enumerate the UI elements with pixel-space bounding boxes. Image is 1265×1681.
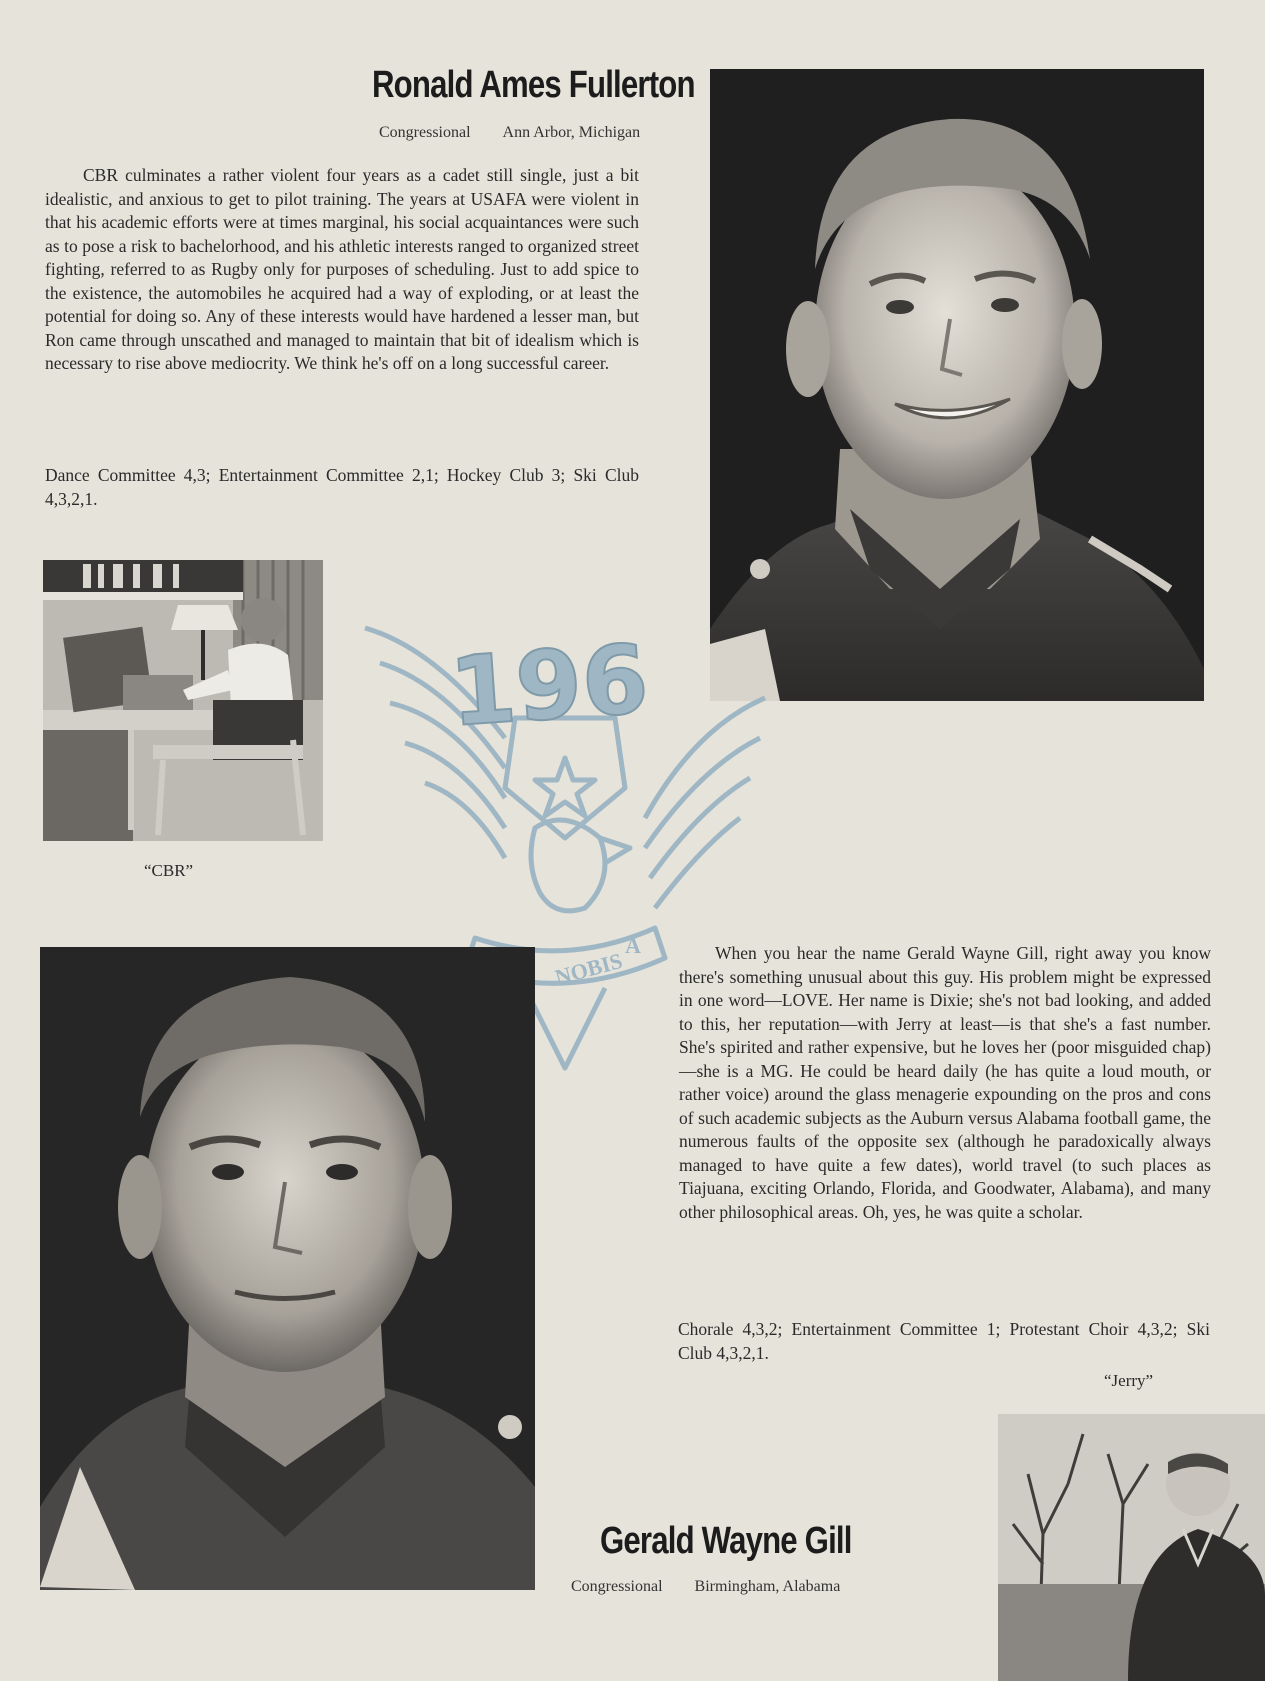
person2-candid-photo xyxy=(998,1414,1265,1681)
crest-year-digits: 196 xyxy=(446,624,652,749)
person2-portrait-photo xyxy=(40,947,535,1590)
person2-candid-image xyxy=(998,1414,1265,1681)
person1-portrait-photo xyxy=(710,69,1204,701)
person2-appointment: Congressional xyxy=(571,1578,663,1595)
person1-name: Ronald Ames Fullerton xyxy=(372,64,695,106)
person1-portrait-image xyxy=(710,69,1204,701)
person1-bio-text: CBR culminates a rather violent four years as a cadet still single, just a bit idealistic, and anxious to get to pilot training. The years at USAFA were violent in that his academic efforts were at times marginal, his social acquaintances were such as to pose a risk to bachelorhood, and his athletic interests ranged to organized street fighting, referred to as Rugby only for purposes of scheduling. Just to add spice to the existence, the automobiles he acquired had a way of exploding, or at least the potential for doing so. Any of these interests would have hardened a lesser man, but Ron came through unscathed and managed to maintain that bit of idealism which is necessary to rise above mediocrity. We think he's off on a long successful career. xyxy=(45,165,639,373)
person2-bio-text: When you hear the name Gerald Wayne Gill, right away you know there's something unusual about this guy. His problem might be expressed in one word—LOVE. Her name is Dixie; she's not bad looking, and added to this, her reputation—with Jerry at least—is that she's a fast number. She's spirited and rather expensive, but he loves her (poor misguided chap)—she is a MG. He could be heard daily (he has quite a loud mouth, or rather voice) around the glass menagerie expounding on the pros and cons of such academic subjects as the Auburn versus Alabama football game, the numerous faults of the opposite sex (although he paradoxically always managed to have quite a few dates), world travel (to such places as Tiajuana, exciting Orlando, Florida, and Goodwater, Alabama), and many other philosophical areas. Oh, yes, he was quite a scholar. xyxy=(679,943,1211,1222)
person1-meta xyxy=(379,124,640,142)
person2-hometown: Birmingham, Alabama xyxy=(694,1578,841,1595)
person2-meta xyxy=(571,1578,840,1596)
person1-candid-image xyxy=(43,560,323,841)
crest-motto-end: A xyxy=(625,933,641,958)
person2-portrait-image xyxy=(40,947,535,1590)
person2-name: Gerald Wayne Gill xyxy=(600,1520,852,1562)
person1-candid-photo xyxy=(43,560,323,841)
crest-motto-right: NOBIS xyxy=(552,947,625,990)
person1-appointment: Congressional xyxy=(379,124,471,141)
person1-nickname-caption: “CBR” xyxy=(144,861,194,880)
person2-activities: Chorale 4,3,2; Entertainment Committee 1; Protestant Choir 4,3,2; Ski Club 4,3,2,1. xyxy=(678,1319,1210,1363)
person2-bio xyxy=(679,942,1211,1224)
person1-bio xyxy=(45,164,639,376)
person2-nickname-caption: “Jerry” xyxy=(1104,1371,1154,1390)
person1-activities: Dance Committee 4,3; Entertainment Committee 2,1; Hockey Club 3; Ski Club 4,3,2,1. xyxy=(45,465,639,509)
person1-hometown: Ann Arbor, Michigan xyxy=(502,124,641,141)
